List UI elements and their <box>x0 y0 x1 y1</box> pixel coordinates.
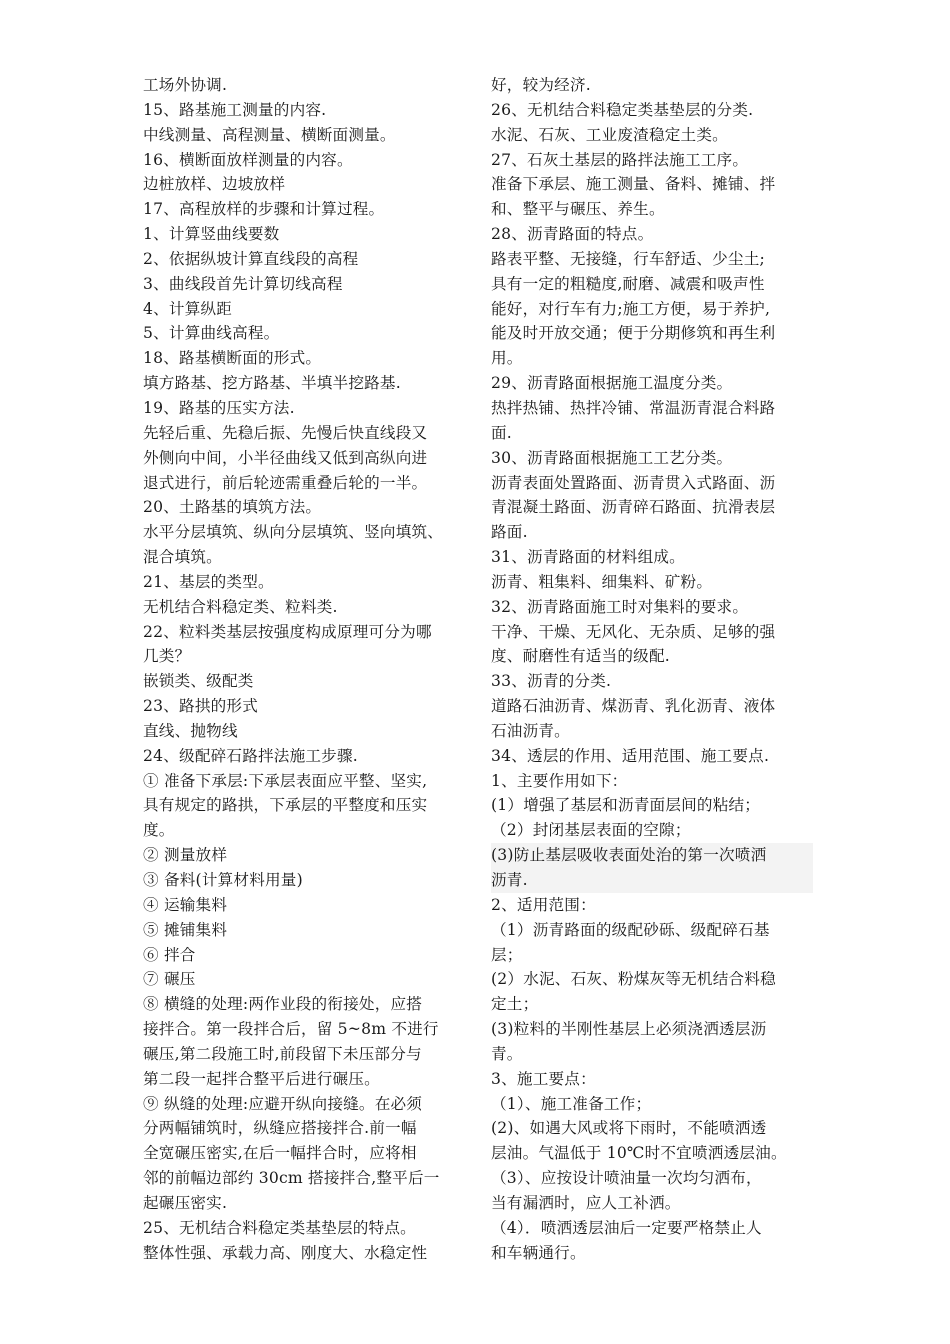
text-line: 16、横断面放样测量的内容。 <box>143 150 353 169</box>
text-line: 2、依据纵坡计算直线段的高程 <box>143 249 359 268</box>
text-line: 用。 <box>491 349 523 368</box>
text-line: （2）封闭基层表面的空隙； <box>491 821 691 840</box>
text-line: 能好，对行车有力;施工方便，易于养护, <box>491 299 771 318</box>
text-line: 29、沥青路面根据施工温度分类。 <box>491 374 733 393</box>
text-line: (1）增强了基层和沥青面层间的粘结； <box>491 796 761 815</box>
text-line: 21、基层的类型。 <box>143 572 274 591</box>
text-line: 具有一定的粗糙度,耐磨、减震和吸声性 <box>491 274 765 293</box>
text-line: 27、石灰土基层的路拌法施工工序。 <box>491 150 749 169</box>
text-line: (3)防止基层吸收表面处治的第一次喷洒 <box>491 843 813 868</box>
text-line: 准备下承层、施工测量、备料、摊铺、拌 <box>491 175 776 194</box>
text-line: 3、施工要点： <box>491 1069 596 1088</box>
text-line: 第二段一起拌合整平后进行碾压。 <box>143 1069 380 1088</box>
text-line: 无机结合料稳定类、粒料类. <box>143 597 338 616</box>
text-line: 28、沥青路面的特点。 <box>491 225 654 244</box>
text-line: 干净、干燥、无风化、无杂质、足够的强 <box>491 622 776 641</box>
text-line: 3、曲线段首先计算切线高程 <box>143 274 343 293</box>
text-line: 面. <box>491 423 512 442</box>
text-line: 石油沥青。 <box>491 721 570 740</box>
text-line: 嵌锁类、级配类 <box>143 672 254 691</box>
text-line: 定土； <box>491 995 539 1014</box>
text-line: 层油。气温低于 10℃时不宜喷洒透层油。 <box>491 1144 787 1163</box>
text-line: 青。 <box>491 1044 523 1063</box>
text-line: ⑥ 拌合 <box>143 945 196 964</box>
text-line: 混合填筑。 <box>143 548 222 567</box>
text-line: 19、路基的压实方法. <box>143 398 295 417</box>
text-line: 几类？ <box>143 647 191 666</box>
right-text-column <box>491 73 813 1266</box>
text-line: 25、无机结合料稳定类基垫层的特点。 <box>143 1218 416 1237</box>
text-line: 水平分层填筑、纵向分层填筑、竖向填筑、 <box>143 523 444 542</box>
text-line: (2)、如遇大风或将下雨时，不能喷洒透 <box>491 1119 767 1138</box>
text-line: ① 准备下承层:下承层表面应平整、坚实, <box>143 771 428 790</box>
text-line: 全宽碾压密实,在后一幅拌合时，应将相 <box>143 1144 417 1163</box>
text-line: 路面. <box>491 523 528 542</box>
text-line: （1）沥青路面的级配砂砾、级配碎石基 <box>491 920 770 939</box>
text-line: 邻的前幅边部约 30cm 搭接拌合,整平后一 <box>143 1169 440 1188</box>
text-line: 道路石油沥青、煤沥青、乳化沥青、液体 <box>491 697 776 716</box>
text-line: 20、土路基的填筑方法。 <box>143 498 322 517</box>
text-line: ⑦ 碾压 <box>143 970 196 989</box>
text-line: 工场外协调. <box>143 76 228 94</box>
text-line: 24、级配碎石路拌法施工步骤. <box>143 746 358 765</box>
text-line: ⑨ 纵缝的处理:应避开纵向接缝。在必须 <box>143 1094 423 1113</box>
text-line: 33、沥青的分类. <box>491 672 612 691</box>
text-line: 18、路基横断面的形式。 <box>143 349 322 368</box>
text-line: 起碾压密实. <box>143 1193 228 1212</box>
text-line: ④ 运输集料 <box>143 895 228 914</box>
text-line: ③ 备料(计算材料用量) <box>143 871 303 889</box>
text-line: 度。 <box>143 821 175 840</box>
text-line: 和车辆通行。 <box>491 1243 586 1262</box>
text-line: 4、计算纵距 <box>143 299 233 318</box>
text-line: 22、粒料类基层按强度构成原理可分为哪 <box>143 622 432 641</box>
text-line: 23、路拱的形式 <box>143 697 259 716</box>
text-line: 15、路基施工测量的内容. <box>143 100 327 119</box>
text-line: 具有规定的路拱，下承层的平整度和压实 <box>143 796 428 815</box>
text-line: 碾压,第二段施工时,前段留下未压部分与 <box>143 1044 422 1063</box>
text-line: 1、主要作用如下： <box>491 771 628 790</box>
left-text-column <box>143 73 473 1266</box>
text-line: 接拌合。第一段拌合后，留 5~8m 不进行 <box>143 1020 439 1039</box>
text-line: 直线、抛物线 <box>143 721 238 740</box>
text-line: 和、整平与碾压、养生。 <box>491 200 665 219</box>
text-line: ⑧ 横缝的处理:两作业段的衔接处，应搭 <box>143 995 423 1014</box>
text-line: 沥青、粗集料、细集料、矿粉。 <box>491 572 713 591</box>
text-line: 30、沥青路面根据施工工艺分类。 <box>491 448 733 467</box>
text-line: 32、沥青路面施工时对集料的要求。 <box>491 597 749 616</box>
text-line: 17、高程放样的步骤和计算过程。 <box>143 200 385 219</box>
text-line: 边桩放样、边坡放样 <box>143 175 286 194</box>
text-line: 路表平整、无接缝，行车舒适、少尘土; <box>491 249 765 268</box>
text-line: 外侧向中间，小半径曲线又低到高纵向进 <box>143 448 428 467</box>
text-line: 中线测量、高程测量、横断面测量。 <box>143 125 396 144</box>
text-line: 度、耐磨性有适当的级配. <box>491 647 670 666</box>
text-line: 当有漏洒时，应人工补洒。 <box>491 1193 681 1212</box>
text-line: （1）、施工准备工作； <box>491 1094 652 1113</box>
text-line: 层； <box>491 945 523 964</box>
text-line: 能及时开放交通；便于分期修筑和再生利 <box>491 324 776 343</box>
text-line: （3）、应按设计喷油量一次均匀洒布， <box>491 1169 762 1188</box>
text-line: （4）．喷洒透层油后一定要严格禁止人 <box>491 1218 762 1237</box>
text-line: ② 测量放样 <box>143 846 228 865</box>
text-line: 先轻后重、先稳后振、先慢后快直线段又 <box>143 423 428 442</box>
text-line: 热拌热铺、热拌冷铺、常温沥青混合料路 <box>491 398 776 417</box>
text-line: 退式进行，前后轮迹需重叠后轮的一半。 <box>143 473 428 492</box>
text-line: 青混凝土路面、沥青碎石路面、抗滑表层 <box>491 498 776 517</box>
text-line: 26、无机结合料稳定类基垫层的分类. <box>491 100 754 119</box>
text-line: 好，较为经济. <box>491 76 591 94</box>
text-line: 填方路基、挖方路基、半填半挖路基. <box>143 374 401 393</box>
text-line: (3)粒料的半刚性基层上必须浇洒透层沥 <box>491 1020 767 1039</box>
text-line: 1、计算竖曲线要数 <box>143 225 280 244</box>
text-line: 沥青. <box>491 868 813 893</box>
text-line: 34、透层的作用、适用范围、施工要点. <box>491 746 770 765</box>
text-line: 31、沥青路面的材料组成。 <box>491 548 685 567</box>
text-line: (2）水泥、石灰、粉煤灰等无机结合料稳 <box>491 970 776 989</box>
text-line: 整体性强、承载力高、刚度大、水稳定性 <box>143 1243 428 1262</box>
text-line: 分两幅铺筑时，纵缝应搭接拌合.前一幅 <box>143 1119 417 1138</box>
text-line: 2、适用范围： <box>491 895 596 914</box>
text-line: 5、计算曲线高程。 <box>143 324 280 343</box>
text-line: 沥青表面处置路面、沥青贯入式路面、沥 <box>491 473 776 492</box>
text-line: ⑤ 摊铺集料 <box>143 920 228 939</box>
text-line: 水泥、石灰、工业废渣稳定土类。 <box>491 125 728 144</box>
